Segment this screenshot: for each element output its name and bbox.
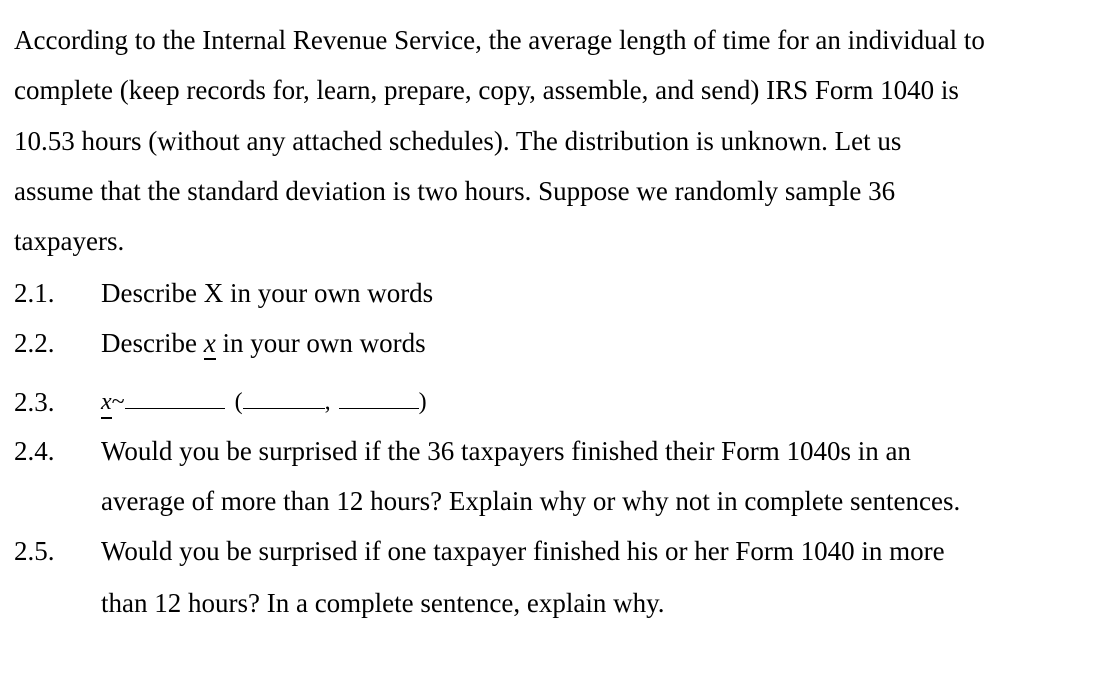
distribution-blank[interactable]: [125, 408, 225, 409]
question-2-4-line-1: Would you be surprised if the 36 taxpayers finished their Form 1040s in an: [101, 436, 911, 466]
x-bar-symbol: x: [203, 328, 216, 358]
question-number-2-5: 2.5.: [14, 536, 55, 566]
question-2-2-text: [101, 327, 426, 359]
intro-line-2: complete (keep records for, learn, prepare, copy, assemble, and send) IRS Form 1040 is: [14, 75, 959, 105]
question-2-5-line-2: than 12 hours? In a complete sentence, explain why.: [101, 588, 665, 618]
close-paren: ): [418, 389, 427, 415]
question-2-5-line-1: Would you be surprised if one taxpayer finished his or her Form 1040 in more: [101, 536, 945, 566]
question-number-2-2: 2.2.: [14, 328, 55, 358]
distribution-fill-in: [101, 386, 427, 418]
question-2-4-line-2: average of more than 12 hours? Explain why or why not in complete sentences.: [101, 486, 961, 516]
std-blank[interactable]: [339, 408, 419, 409]
intro-line-1: According to the Internal Revenue Service, the average length of time for an individual to: [14, 25, 985, 55]
question-2-1-text: Describe X in your own words: [101, 278, 434, 308]
mean-blank[interactable]: [243, 408, 325, 409]
tilde-symbol: ~: [111, 389, 125, 415]
question-number-2-4: 2.4.: [14, 436, 55, 466]
question-number-2-1: 2.1.: [14, 278, 55, 308]
intro-line-4: assume that the standard deviation is two hours. Suppose we randomly sample 36: [14, 176, 896, 206]
comma: ,: [324, 389, 331, 415]
open-paren: (: [234, 389, 243, 415]
intro-line-5: taxpayers.: [14, 226, 125, 256]
intro-line-3: 10.53 hours (without any attached schedules). The distribution is unknown. Let us: [14, 126, 902, 156]
question-2-2-prefix: Describe: [101, 328, 204, 358]
question-number-2-3: 2.3.: [14, 387, 55, 417]
question-2-2-suffix: in your own words: [215, 328, 426, 358]
x-bar-symbol-2-3: x: [101, 386, 112, 418]
